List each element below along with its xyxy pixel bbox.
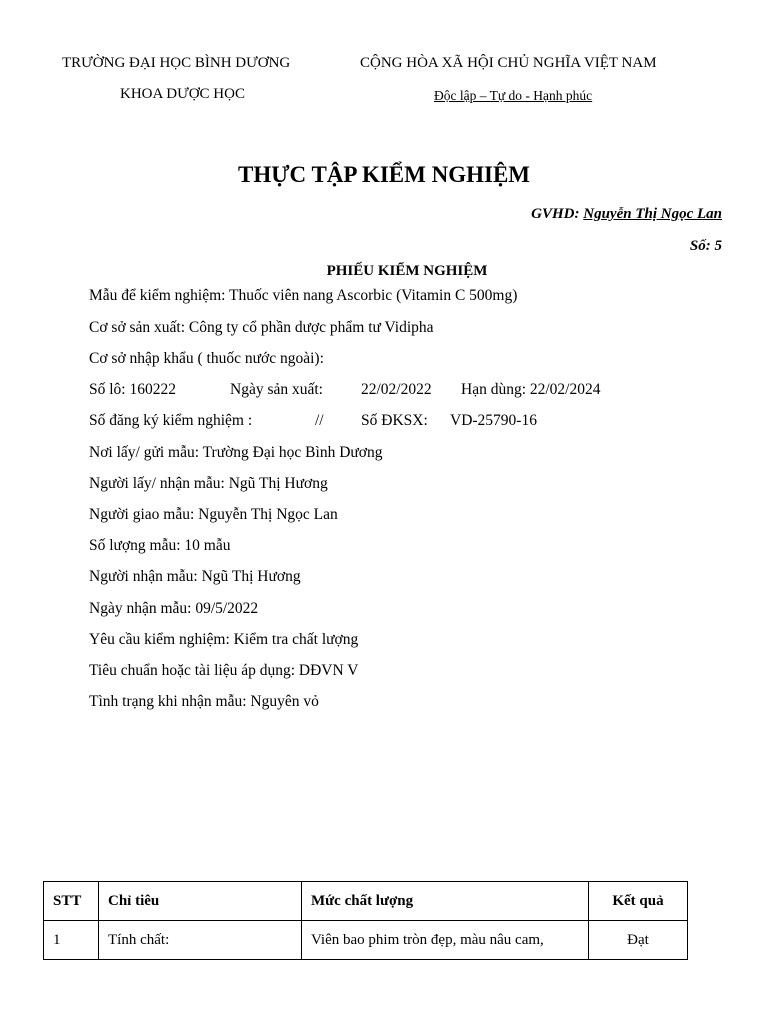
field-importer: Cơ sở nhập khẩu ( thuốc nước ngoài): <box>89 350 324 367</box>
header-stt: STT <box>44 882 99 921</box>
field-standard: Tiêu chuẩn hoặc tài liệu áp dụng: DĐVN V <box>89 662 359 679</box>
field-condition: Tình trạng khi nhận mẫu: Nguyên vỏ <box>89 693 319 710</box>
field-sampling-place: Nơi lấy/ gửi mẫu: Trường Đại học Bình Dương <box>89 444 383 461</box>
document-number: Số: 5 <box>689 238 722 254</box>
supervisor-name: Nguyễn Thị Ngọc Lan <box>583 206 722 222</box>
field-registration-label: Số đăng ký kiểm nghiệm : <box>89 412 253 429</box>
cell-result: Đạt <box>589 921 688 960</box>
field-lot: Số lô: 160222 <box>89 381 176 398</box>
field-sample: Mẫu để kiểm nghiệm: Thuốc viên nang Ascorbic (Vitamin C 500mg) <box>89 287 518 304</box>
page-title: THỰC TẬP KIỂM NGHIỆM <box>238 162 530 187</box>
supervisor-line <box>531 206 722 223</box>
table-row <box>44 921 688 960</box>
field-sampler: Người lấy/ nhận mẫu: Ngũ Thị Hương <box>89 475 328 492</box>
cell-criterion: Tính chất: <box>99 921 302 960</box>
field-mfg-date-value: 22/02/2022 <box>361 381 432 398</box>
results-table <box>43 881 688 960</box>
cell-quality-level: Viên bao phim tròn đẹp, màu nâu cam, <box>302 921 589 960</box>
field-deliverer: Người giao mẫu: Nguyễn Thị Ngọc Lan <box>89 506 338 523</box>
republic-name: CỘNG HÒA XÃ HỘI CHỦ NGHĨA VIỆT NAM <box>360 55 657 71</box>
field-dksx-value: VD-25790-16 <box>450 412 537 429</box>
motto: Độc lập – Tự do - Hạnh phúc <box>434 88 593 103</box>
field-receiver: Người nhận mẫu: Ngũ Thị Hương <box>89 568 301 585</box>
table-header-row <box>44 882 688 921</box>
supervisor-label: GVHD: <box>531 206 580 222</box>
header-criterion: Chỉ tiêu <box>99 882 302 921</box>
field-dksx-label: Số ĐKSX: <box>361 412 428 429</box>
field-expiry: Hạn dùng: 22/02/2024 <box>461 381 601 398</box>
cell-stt: 1 <box>44 921 99 960</box>
university-name: TRƯỜNG ĐẠI HỌC BÌNH DƯƠNG <box>62 55 291 71</box>
field-mfg-date-label: Ngày sản xuất: <box>230 381 323 398</box>
field-manufacturer: Cơ sở sản xuất: Công ty cổ phần dược phẩm tư Vidipha <box>89 319 434 336</box>
field-received-date: Ngày nhận mẫu: 09/5/2022 <box>89 600 259 617</box>
faculty-name: KHOA DƯỢC HỌC <box>120 86 245 102</box>
field-request: Yêu cầu kiểm nghiệm: Kiểm tra chất lượng <box>89 631 359 648</box>
header-quality-level: Mức chất lượng <box>302 882 589 921</box>
header-result: Kết quả <box>589 882 688 921</box>
field-quantity: Số lượng mẫu: 10 mẫu <box>89 537 231 554</box>
slip-title: PHIẾU KIỂM NGHIỆM <box>326 263 488 279</box>
field-registration-value: // <box>315 412 324 429</box>
